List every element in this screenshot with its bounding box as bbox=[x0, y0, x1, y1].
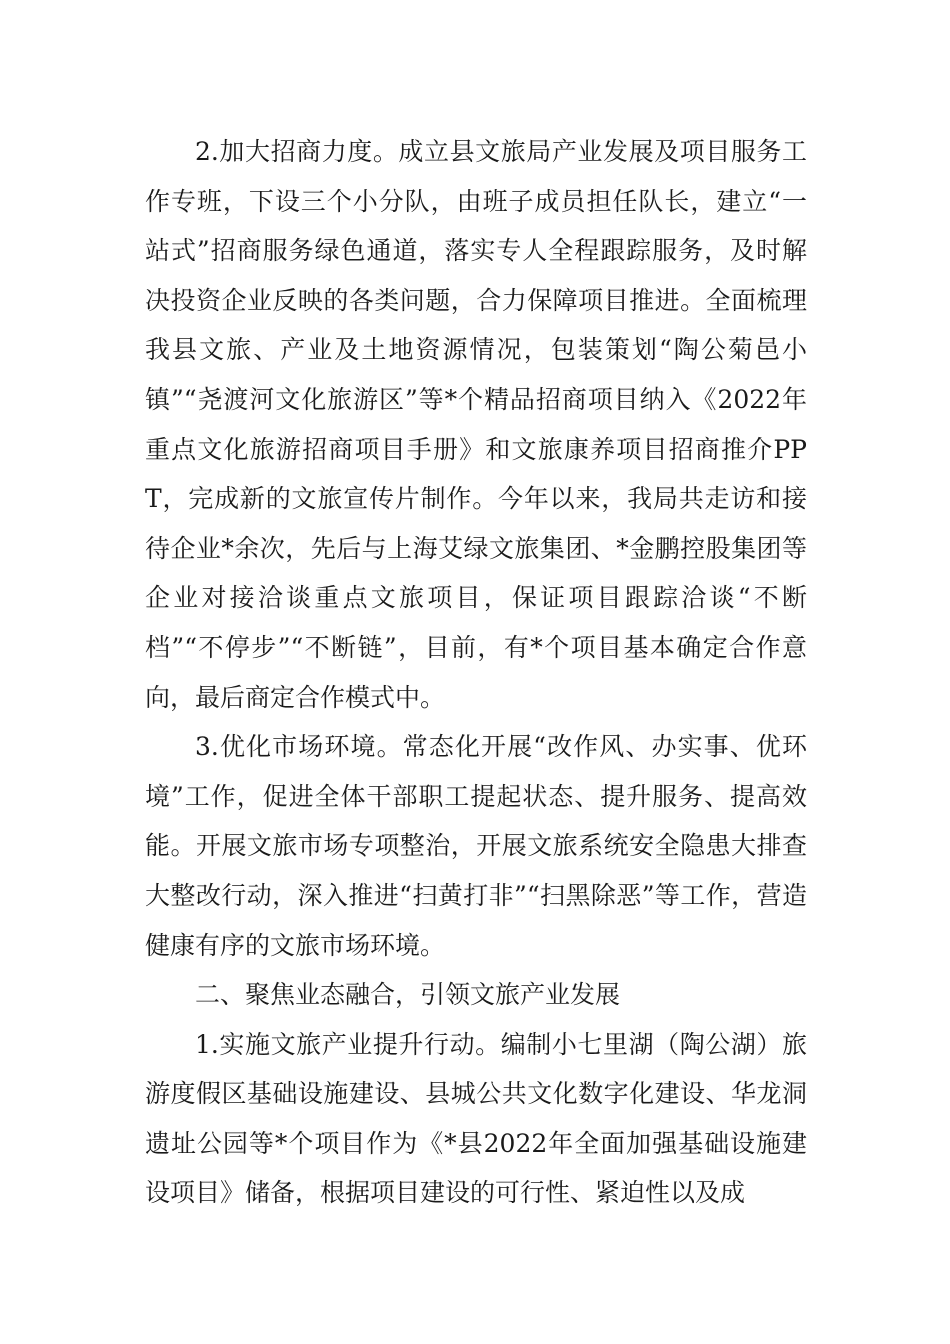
paragraph-market-environment: 3.优化市场环境。常态化开展“改作风、办实事、优环境”工作，促进全体干部职工提起状态、提升服务、提高效能。开展文旅市场专项整治，开展文旅系统安全隐患大排查大整改行动，深入推进“扫黄打非”“扫黑除恶”等工作，营造健康有序的文旅市场环境。 bbox=[145, 732, 807, 960]
paragraph-investment-promotion: 2.加大招商力度。成立县文旅局产业发展及项目服务工作专班，下设三个小分队，由班子成员担任队长，建立“一站式”招商服务绿色通道，落实专人全程跟踪服务，及时解决投资企业反映的各类问题，合力保障项目推进。全面梳理我县文旅、产业及土地资源情况，包装策划“陶公菊邑小镇”“尧渡河文化旅游区”等*个精品招商项目纳入《2022年重点文化旅游招商项目手册》和文旅康养项目招商推介PPT，完成新的文旅宣传片制作。今年以来，我局共走访和接待企业*余次，先后与上海艾绿文旅集团、*金鹏控股集团等企业对接洽谈重点文旅项目，保证项目跟踪洽谈“不断档”“不停步”“不断链”，目前，有*个项目基本确定合作意向，最后商定合作模式中。 bbox=[145, 137, 807, 712]
document-body bbox=[145, 127, 807, 1218]
section-heading-industry-integration: 二、聚焦业态融合，引领文旅产业发展 bbox=[195, 980, 621, 1010]
paragraph-industry-upgrade: 1.实施文旅产业提升行动。编制小七里湖（陶公湖）旅游度假区基础设施建设、县城公共文化数字化建设、华龙洞遗址公园等*个项目作为《*县2022年全面加强基础设施建设项目》储备，根据项目建设的可行性、紧迫性以及成 bbox=[145, 1029, 807, 1208]
